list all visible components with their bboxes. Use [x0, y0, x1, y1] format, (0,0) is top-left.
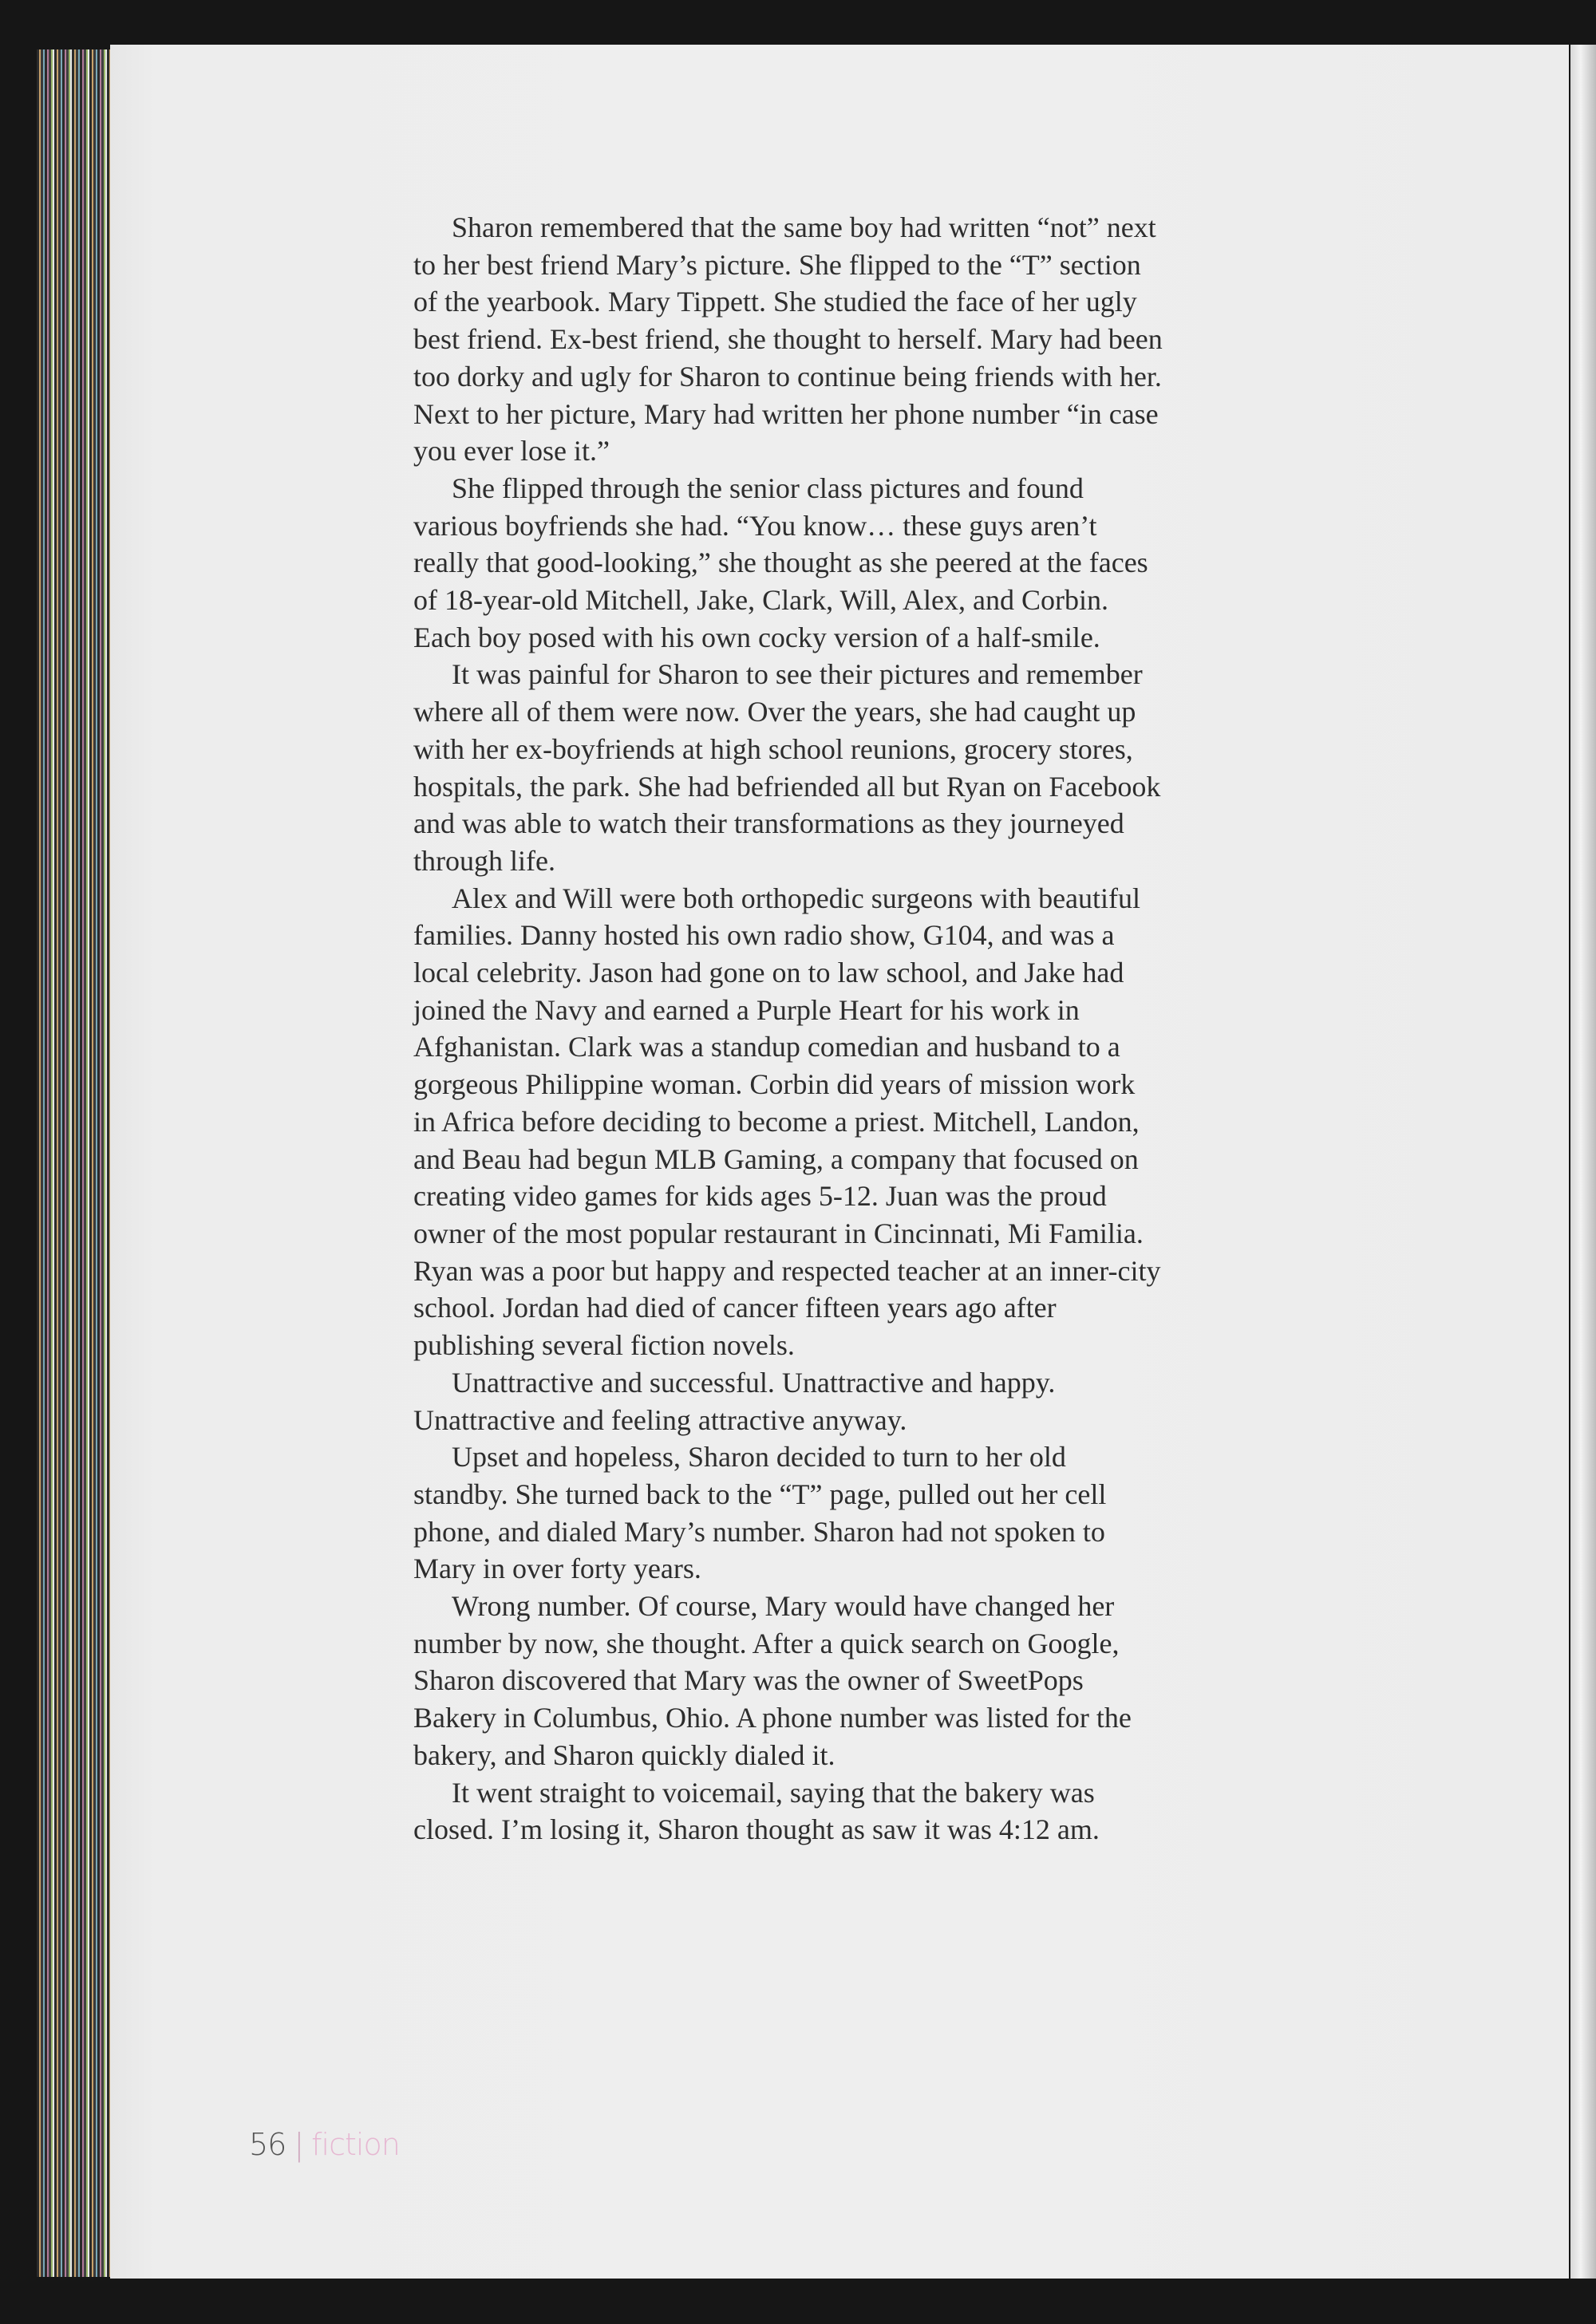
page-edges [37, 49, 113, 2277]
page-folio [249, 2127, 400, 2162]
paragraph: Unattractive and successful. Unattractive and happy. Unattractive and feeling attractive anyway. [413, 1366, 1056, 1436]
page-number: 56 [249, 2127, 286, 2162]
folio-separator: | [294, 2127, 304, 2162]
paragraph: It went straight to voicemail, saying that the bakery was closed. I’m losing it, Sharon thought as saw it was 4:12 am. [413, 1776, 1100, 1846]
paragraph: She flipped through the senior class pictures and found various boyfriends she had. “You know… these guys aren’t really that good-looking,” she thought as she peered at the faces of 18-year-old Mitchell, Jake, Clark, Will, Alex, and Corbin. Each boy posed with his own cocky version of a half-smile. [413, 472, 1148, 653]
paragraph: Upset and hopeless, Sharon decided to turn to her old standby. She turned back to the “T” page, pulled out her cell phone, and dialed Mary’s number. Sharon had not spoken to Mary in over forty years. [413, 1441, 1107, 1585]
story-text [413, 209, 1163, 1849]
paragraph: Alex and Will were both orthopedic surgeons with beautiful families. Danny hosted his own radio show, G104, and was a local celebrity. Jason had gone on to law school, and Jake had joined the Navy and earned a Purple Heart for his work in Afghanistan. Clark was a standup comedian and husband to a gorgeous Philippine woman. Corbin did years of mission work in Africa before deciding to become a priest. Mitchell, Landon, and Beau had begun MLB Gaming, a company that focused on creating video games for kids ages 5-12. Juan was the proud owner of the most popular restaurant in Cincinnati, Mi Familia. Ryan was a poor but happy and respected teacher at an inner-city school. Jordan had died of cancer fifteen years ago after publishing several fiction novels. [413, 882, 1161, 1362]
paragraph: It was painful for Sharon to see their pictures and remember where all of them were now. Over the years, she had caught up with her ex-boyfriends at high school reunions, grocery stores, hospitals, the park. She had befriended all but Ryan on Facebook and was able to watch their transformations as they journeyed through life. [413, 658, 1161, 877]
paragraph: Sharon remembered that the same boy had written “not” next to her best friend Mary’s picture. She flipped to the “T” section of the yearbook. Mary Tippett. She studied the face of her ugly best friend. Ex-best friend, she thought to herself. Mary had been too dorky and ugly for Sharon to continue being friends with her. Next to her picture, Mary had written her phone number “in case you ever lose it.” [413, 211, 1163, 468]
section-label: fiction [311, 2127, 400, 2162]
paragraph: Wrong number. Of course, Mary would have changed her number by now, she thought. After a quick search on Google, Sharon discovered that Mary was the owner of SweetPops Bakery in Columbus, Ohio. A phone number was listed for the bakery, and Sharon quickly dialed it. [413, 1590, 1132, 1771]
facing-page-edge [1570, 45, 1596, 2279]
